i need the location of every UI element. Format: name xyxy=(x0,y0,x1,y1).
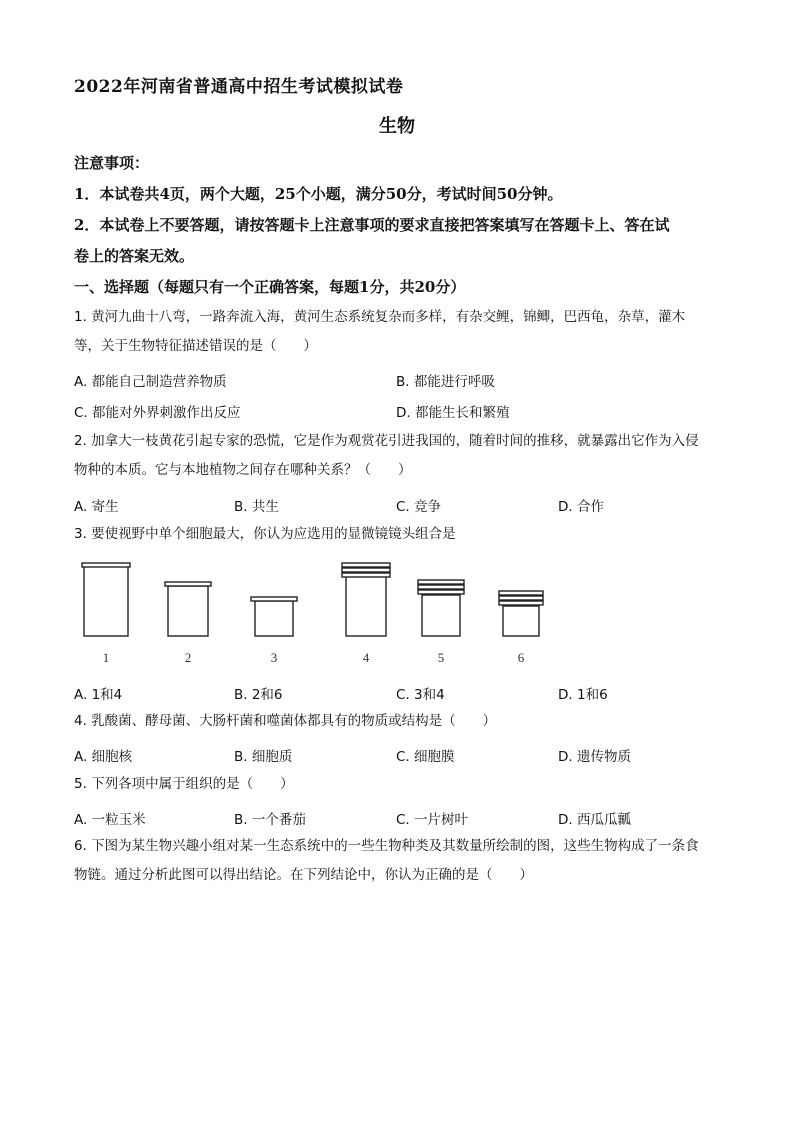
question-1 xyxy=(74,303,724,361)
section-heading: 一、选择题（每题只有一个正确答案，每题1分，共20分） xyxy=(74,278,466,296)
option-a: A. 细胞核 xyxy=(74,749,133,765)
microscope-lens-figure xyxy=(74,560,554,670)
option-a: A. 1和4 xyxy=(74,687,123,703)
option-b: B. 2和6 xyxy=(234,687,283,703)
lens-label-4: 4 xyxy=(362,650,370,665)
lens-label-2: 2 xyxy=(184,650,192,665)
lens-3 xyxy=(251,597,297,636)
option-c: C. 都能对外界刺激作出反应 xyxy=(74,405,241,421)
lens-5 xyxy=(418,580,464,636)
note-item: 卷上的答案无效。 xyxy=(74,247,195,265)
question-3 xyxy=(74,520,724,549)
question-text: 1. 黄河九曲十八弯，一路奔流入海，黄河生态系统复杂而多样，有杂交鲤，锦鲫，巴西龟，杂草，灌木 xyxy=(74,309,686,325)
question-6 xyxy=(74,832,724,890)
option-b: B. 都能进行呼吸 xyxy=(396,374,495,390)
question-text: 物种的本质。它与本地植物之间存在哪种关系？（ ） xyxy=(74,462,412,478)
option-c: C. 一片树叶 xyxy=(396,812,469,828)
lens-1 xyxy=(82,563,130,636)
option-a: A. 都能自己制造营养物质 xyxy=(74,374,227,390)
subject-title: 生物 xyxy=(379,116,415,137)
option-d: D. 西瓜瓜瓤 xyxy=(558,812,631,828)
question-text: 4. 乳酸菌、酵母菌、大肠杆菌和噬菌体都具有的物质或结构是（ ） xyxy=(74,713,497,729)
question-text: 等，关于生物特征描述错误的是（ ） xyxy=(74,338,317,354)
option-a: A. 寄生 xyxy=(74,499,119,515)
option-b: B. 共生 xyxy=(234,499,279,515)
lens-label-6: 6 xyxy=(517,650,525,665)
question-text: 6. 下图为某生物兴趣小组对某一生态系统中的一些生物种类及其数量所绘制的图，这些生物构成了一条食 xyxy=(74,838,699,854)
option-d: D. 遗传物质 xyxy=(558,749,631,765)
question-text: 2. 加拿大一枝黄花引起专家的恐慌，它是作为观赏花引进我国的，随着时间的推移，就暴露出它作为入侵 xyxy=(74,433,699,449)
lens-label-5: 5 xyxy=(437,650,445,665)
lens-label-3: 3 xyxy=(270,650,278,665)
question-2 xyxy=(74,427,724,485)
option-b: B. 一个番茄 xyxy=(234,812,306,828)
notes-heading: 注意事项： xyxy=(74,154,150,172)
lens-6 xyxy=(499,591,543,636)
option-d: D. 合作 xyxy=(558,499,604,515)
note-item: 1．本试卷共4页，两个大题，25个小题，满分50分，考试时间50分钟。 xyxy=(74,185,563,203)
option-d: D. 1和6 xyxy=(558,687,608,703)
lens-2 xyxy=(165,582,211,636)
exam-title: 2022年河南省普通高中招生考试模拟试卷 xyxy=(74,77,404,97)
note-item: 2．本试卷上不要答题，请按答题卡上注意事项的要求直接把答案填写在答题卡上、答在试 xyxy=(74,216,670,234)
question-text: 5. 下列各项中属于组织的是（ ） xyxy=(74,776,294,792)
option-c: C. 3和4 xyxy=(396,687,445,703)
lens-label-1: 1 xyxy=(102,650,110,665)
question-text: 物链。通过分析此图可以得出结论。在下列结论中，你认为正确的是（ ） xyxy=(74,867,533,883)
question-5 xyxy=(74,770,724,799)
option-d: D. 都能生长和繁殖 xyxy=(396,405,510,421)
question-text: 3. 要使视野中单个细胞最大，你认为应选用的显微镜镜头组合是 xyxy=(74,526,456,542)
option-c: C. 细胞膜 xyxy=(396,749,455,765)
option-c: C. 竞争 xyxy=(396,499,442,515)
option-b: B. 细胞质 xyxy=(234,749,293,765)
option-a: A. 一粒玉米 xyxy=(74,812,146,828)
question-4 xyxy=(74,707,724,736)
lens-4 xyxy=(342,563,390,636)
